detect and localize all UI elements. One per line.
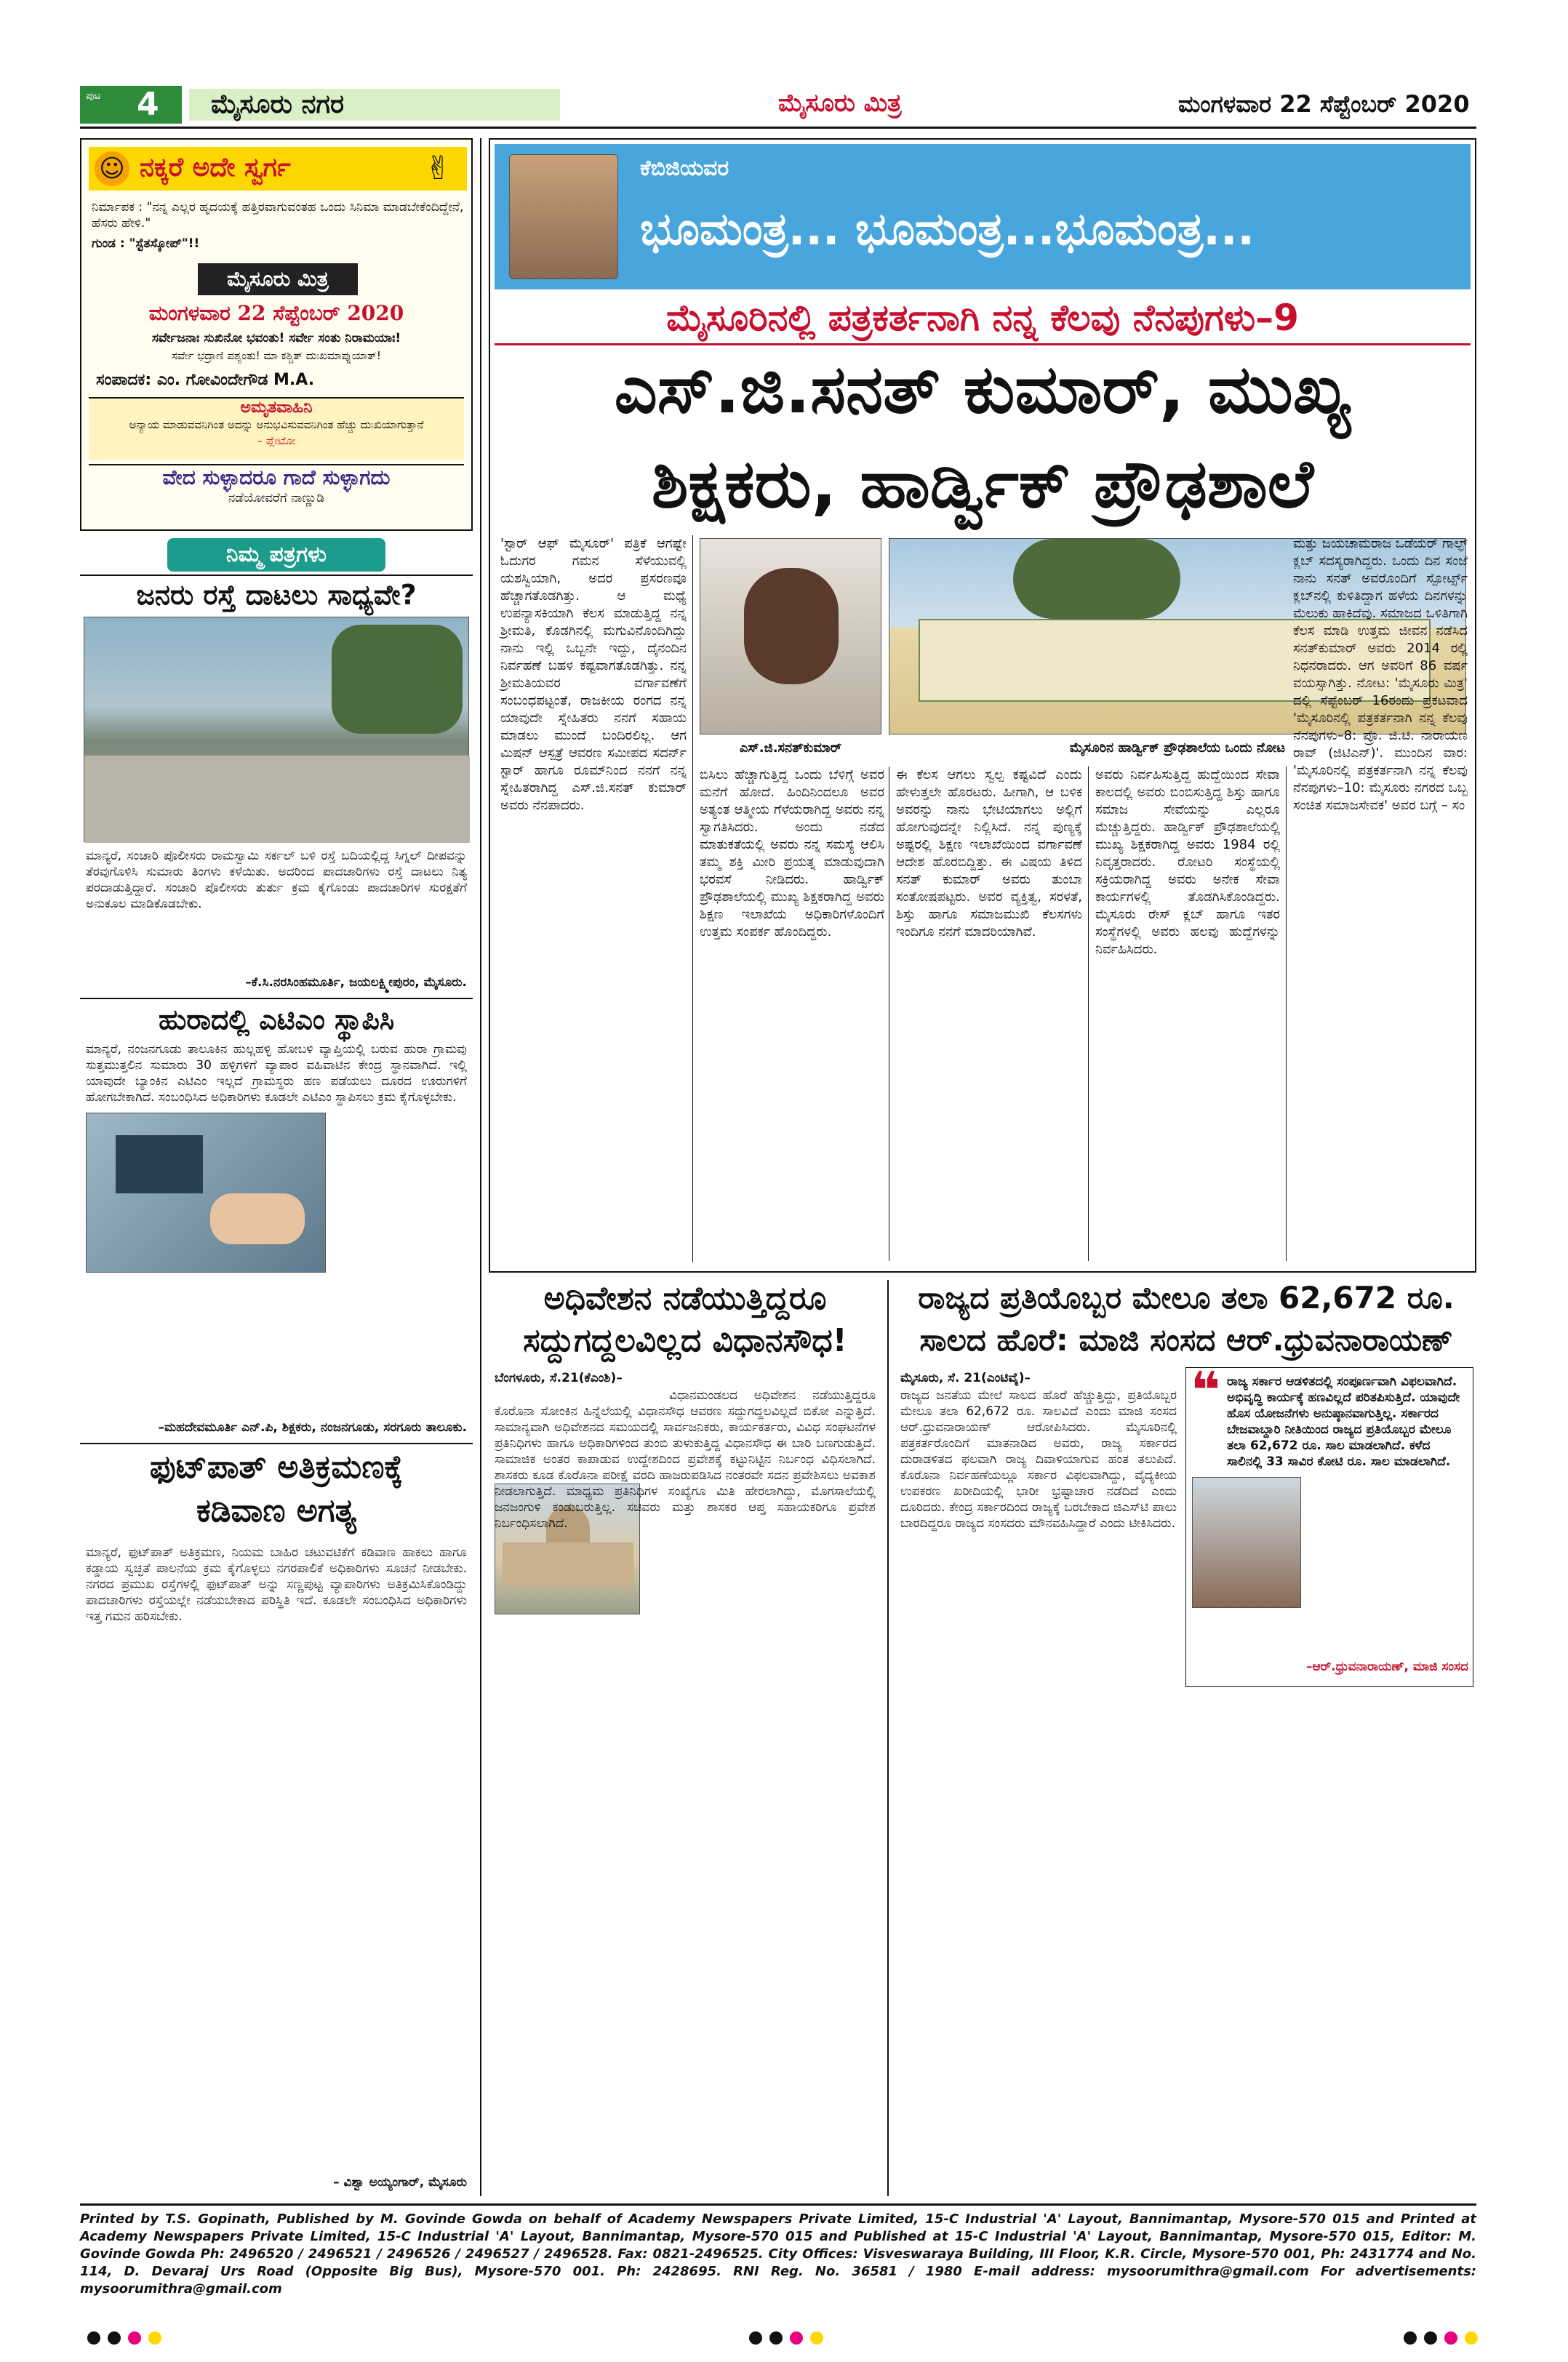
story-2-body: ರಾಜ್ಯದ ಜನತೆಯ ಮೇಲೆ ಸಾಲದ ಹೊರೆ ಹೆಚ್ಚುತ್ತಿದ್ದು, ಪ್ರತಿಯೊಬ್ಬರ ಮೇಲೂ ತಲಾ 62,672 ರೂ. ಸಾಲವಿದೆ ಎಂದು ಮಾಜಿ ಸಂಸದ ಆರ್.ಧ್ರುವನಾರಾಯಣ್ ಆರೋಪಿಸಿದರು. ಮೈಸೂರಿನಲ್ಲಿ ಪತ್ರಕರ್ತರೊಂದಿಗೆ ಮಾತನಾಡಿದ ಅವರು, ರಾಜ್ಯ ಸರ್ಕಾರದ ದುರಾಡಳಿತದ ಫಲವಾಗಿ ರಾಜ್ಯ ದಿವಾಳಿಯಾಗುವ ಹಂತ ತಲುಪಿದೆ. ಕೊರೊನಾ ನಿರ್ವಹಣೆಯಲ್ಲೂ ಸರ್ಕಾರ ವಿಫಲವಾಗಿದ್ದು, ವೈದ್ಯಕೀಯ ಉಪಕರಣ ಖರೀದಿಯಲ್ಲಿ ಭಾರೀ ಭ್ರಷ್ಟಾಚಾರ ನಡೆದಿದೆ ಎಂದು ದೂರಿದರು. ಕೇಂದ್ರ ಸರ್ಕಾರದಿಂದ ರಾಜ್ಯಕ್ಕೆ ಬರಬೇಕಾದ ಜಿಎಸ್‌ಟಿ ಪಾಲು ಬಾರದಿದ್ದರೂ ರಾಜ್ಯದ ಸಂಸದರು ಮೌನವಹಿಸಿದ್ದಾರೆ ಎಂದು ಟೀಕಿಸಿದರು. (900, 1388, 1177, 1531)
feature-col-rule-1 (692, 535, 693, 1262)
column-banner (495, 144, 1471, 289)
photo-trees (332, 625, 463, 734)
soudha-body (503, 1542, 633, 1586)
photo-caption-1: ಎಸ್.ಜಿ.ಸನತ್‌ಕುಮಾರ್ (739, 740, 842, 756)
proverb: ವೇದ ಸುಳ್ಳಾದರೂ ಗಾದೆ ಸುಳ್ಳಾಗದು (162, 465, 391, 489)
header-rule (80, 127, 1476, 129)
story-1-headline-2: ಸದ್ದುಗದ್ದಲವಿಲ್ಲದ ವಿಧಾನಸೌಧ! (523, 1322, 847, 1359)
smiley-icon: ☺ (95, 151, 129, 186)
letter-2-atm-photo (86, 1113, 326, 1273)
photo-footpath (84, 756, 470, 843)
joke-title: ನಕ್ಕರೆ ಅದೇ ಸ್ವರ್ಗ (140, 153, 291, 183)
paper-date: ಮಂಗಳವಾರ 22 ಸೆಪ್ಟೆಂಬರ್ 2020 (148, 301, 404, 325)
column-name: ಕೆಬಿಜಿಯವರ (640, 156, 729, 181)
letter-2-sign: –ಮಹದೇವಮೂರ್ತಿ ಎನ್.ಪಿ, ಶಿಕ್ಷಕರು, ನಂಜನಗೂಡು, ಸರಗೂರು ತಾಲೂಕು. (158, 1420, 467, 1435)
amrutavani-text: ಅನ್ಯಾಯ ಮಾಡುವವನಿಗಿಂತ ಅದನ್ನು ಅನುಭವಿಸುವವನಿಗಿಂತ ಹೆಚ್ಚು ದುಃಖಿಯಾಗುತ್ತಾನೆ (129, 418, 424, 431)
letter-1-rule (80, 998, 473, 999)
story-1-body: ವಿಧಾನಮಂಡಲದ ಅಧಿವೇಶನ ನಡೆಯುತ್ತಿದ್ದರೂ ಕೊರೊನಾ ಸೋಂಕಿನ ಹಿನ್ನೆಲೆಯಲ್ಲಿ ವಿಧಾನಸೌಧ ಆವರಣ ಸದ್ದುಗದ್ದಲವಿಲ್ಲದೆ ಬಿಕೋ ಎನ್ನುತ್ತಿದೆ. ಸಾಮಾನ್ಯವಾಗಿ ಅಧಿವೇಶನದ ಸಮಯದಲ್ಲಿ ಸಾರ್ವಜನಿಕರು, ಕಾರ್ಯಕರ್ತರು, ವಿವಿಧ ಸಂಘಟನೆಗಳ ಪ್ರತಿನಿಧಿಗಳು ಹಾಗೂ ಅಧಿಕಾರಿಗಳಿಂದ ತುಂಬಿ ತುಳುಕುತ್ತಿದ್ದ ವಿಧಾನಸೌಧ ಈ ಬಾರಿ ಬಣಗುಡುತ್ತಿದೆ. ಸಾಮಾಜಿಕ ಅಂತರ ಕಾಪಾಡುವ ಉದ್ದೇಶದಿಂದ ಪ್ರವೇಶಕ್ಕೆ ಕಟ್ಟುನಿಟ್ಟಿನ ನಿರ್ಬಂಧ ವಿಧಿಸಲಾಗಿದೆ. ಶಾಸಕರು ಕೂಡ ಕೊರೊನಾ ಪರೀಕ್ಷೆ ವರದಿ ಹಾಜರುಪಡಿಸಿದ ನಂತರವೇ ಸದನ ಪ್ರವೇಶಿಸಲು ಅವಕಾಶ ನೀಡಲಾಗುತ್ತಿದೆ. ಮಾಧ್ಯಮ ಪ್ರತಿನಿಧಿಗಳ ಸಂಖ್ಯೆಗೂ ಮಿತಿ ಹೇರಲಾಗಿದ್ದು, ಮೊಗಸಾಲೆಯಲ್ಲಿ ಜನಜಂಗುಳಿ ಕಂಡುಬರುತ್ತಿಲ್ಲ. ಸಚಿವರು ಮತ್ತು ಶಾಸಕರ ಆಪ್ತ ಸಹಾಯಕರಿಗೂ ಪ್ರವೇಶ ನಿರ್ಬಂಧಿಸಲಾಗಿದೆ. (495, 1388, 876, 1531)
letter-3-body: ಮಾನ್ಯರೆ, ಫುಟ್‌ಪಾತ್ ಅತಿಕ್ರಮಣ, ನಿಯಮ ಬಾಹಿರ ಚಟುವಟಿಕೆಗೆ ಕಡಿವಾಣ ಹಾಕಲು ಹಾಗೂ ಕಡ್ಡಾಯ ಸ್ವಚ್ಛತೆ ಪಾಲನೆಯ ಕ್ರಮ ಕೈಗೊಳ್ಳಲು ನಗರಪಾಲಿಕೆ ಅಧಿಕಾರಿಗಳು ಸೂಚನೆ ನೀಡಬೇಕು. ನಗರದ ಪ್ರಮುಖ ರಸ್ತೆಗಳಲ್ಲಿ ಫುಟ್‌ಪಾತ್ ಅನ್ನು ಸಣ್ಣಪುಟ್ಟ ವ್ಯಾಪಾರಿಗಳು ಅತಿಕ್ರಮಿಸಿಕೊಂಡಿದ್ದು ಪಾದಚಾರಿಗಳು ರಸ್ತೆಯಲ್ಲೇ ನಡೆಯಬೇಕಾದ ಪರಿಸ್ಥಿತಿ ಇದೆ. ಕೂಡಲೇ ಸಂಬಂಧಿಸಿದ ಅಧಿಕಾರಿಗಳು ಇತ್ತ ಗಮನ ಹರಿಸಬೇಕು. (86, 1545, 467, 1624)
reg-dot (790, 2331, 803, 2345)
quote-sign: –ಆರ್.ಧ್ರುವನಾರಾಯಣ್, ಮಾಜಿ ಸಂಸದ (1305, 1660, 1468, 1674)
reg-dot (87, 2331, 100, 2345)
editor-line: ಸಂಪಾದಕ: ಎಂ. ಗೋವಿಂದೇಗೌಡ M.A. (96, 371, 315, 389)
reg-dot (749, 2331, 762, 2345)
feature-col-rule-4 (1286, 766, 1287, 1261)
amrutavani-title: ಅಮೃತವಾಹಿನಿ (240, 399, 313, 417)
amrutavani-box (89, 397, 464, 460)
column-divider (480, 138, 481, 2196)
letter-1-title: ಜನರು ರಸ್ತೆ ದಾಟಲು ಸಾಧ್ಯವೇ? (136, 579, 417, 611)
columnist-photo (509, 154, 618, 279)
debt-story (896, 1280, 1476, 2196)
letter-3-title-1: ಫುಟ್‌ಪಾತ್ ಅತಿಕ್ರಮಣಕ್ಕೆ (149, 1449, 404, 1486)
reg-dot (810, 2331, 823, 2345)
joke-box (80, 138, 473, 531)
atm-screen (116, 1135, 203, 1193)
cartoon-icon: ✌ (425, 150, 452, 187)
assembly-story (489, 1280, 881, 2196)
story-divider (887, 1280, 889, 2196)
joke-line-2: ಗುಂಡ : "ಸ್ಟೆತಸ್ಕೋಪ್"!! (92, 236, 200, 251)
photo-caption-2: ಮೈಸೂರಿನ ಹಾರ್ಡ್ವಿಕ್ ಪ್ರೌಢಶಾಲೆಯ ಒಂದು ನೋಟ (1069, 740, 1286, 756)
amrutavani-author: – ಪ್ಲೇಟೋ (257, 434, 296, 447)
feature-article (489, 138, 1476, 1273)
letter-2-body: ಮಾನ್ಯರೆ, ನಂಜನಗೂಡು ತಾಲೂಕಿನ ಹುಲ್ಲಹಳ್ಳಿ ಹೋಬಳಿ ವ್ಯಾಪ್ತಿಯಲ್ಲಿ ಬರುವ ಹುರಾ ಗ್ರಾಮವು ಸುತ್ತಮುತ್ತಲಿನ ಸುಮಾರು 30 ಹಳ್ಳಿಗಳಿಗೆ ವ್ಯಾಪಾರ ವಹಿವಾಟಿನ ಕೇಂದ್ರ ಸ್ಥಾನವಾಗಿದೆ. ಇಲ್ಲಿ ಯಾವುದೇ ಬ್ಯಾಂಕಿನ ಎಟಿಎಂ ಇಲ್ಲದೆ ಗ್ರಾಮಸ್ಥರು ಹಣ ಪಡೆಯಲು ದೂರದ ಊರುಗಳಿಗೆ ಹೋಗಬೇಕಾಗಿದೆ. ಸಂಬಂಧಿಸಿದ ಅಧಿಕಾರಿಗಳು ಕೂಡಲೇ ಎಟಿಎಂ ಸ್ಥಾಪಿಸಲು ಕ್ರಮ ಕೈಗೊಳ್ಳಬೇಕು. (86, 1042, 467, 1105)
kicker-text: ಮೈಸೂರಿನಲ್ಲಿ ಪತ್ರಕರ್ತನಾಗಿ ನನ್ನ ಕೆಲವು ನೆನಪುಗಳು–9 (666, 297, 1299, 339)
feature-col-2: ಬಿಸಿಲು ಹೆಚ್ಚಾಗುತ್ತಿದ್ದ ಒಂದು ಬೆಳಿಗ್ಗೆ ಅವರ ಮನೆಗೆ ಹೋದೆ. ಹಿಂದಿನಿಂದಲೂ ಅವರ ಅತ್ಯಂತ ಆತ್ಮೀಯ ಗೆಳೆಯರಾಗಿದ್ದ ಅವರು ನನ್ನ ಸ್ವಾಗತಿಸಿದರು. ಅಂದು ನಡೆದ ಮಾತುಕತೆಯಲ್ಲಿ ಅವರು ನನ್ನ ಸಮಸ್ಯೆ ಆಲಿಸಿ ತಮ್ಮ ಶಕ್ತಿ ಮೀರಿ ಪ್ರಯತ್ನ ಮಾಡುವುದಾಗಿ ಭರವಸೆ ನೀಡಿದರು. ಹಾರ್ಡ್ವಿಕ್ ಪ್ರೌಢಶಾಲೆಯಲ್ಲಿ ಮುಖ್ಯ ಶಿಕ್ಷಕರಾಗಿದ್ದ ಅವರು ಶಿಕ್ಷಣ ಇಲಾಖೆಯ ಅಧಿಕಾರಿಗಳೊಂದಿಗೆ ಉತ್ತಮ ಸಂಪರ್ಕ ಹೊಂದಿದ್ದರು. (700, 767, 884, 940)
footer-rule (80, 2203, 1476, 2206)
reg-dot (769, 2331, 783, 2345)
story-2-dateline: ಮೈಸೂರು, ಸೆ. 21(ಎಂಟಿವೈ)– (900, 1371, 1031, 1385)
page-label: ಪುಟ (86, 90, 101, 102)
feature-headline-2: ಶಿಕ್ಷಕರು, ಹಾರ್ಡ್ವಿಕ್ ಪ್ರೌಢಶಾಲೆ (651, 445, 1314, 523)
page-number-badge (80, 86, 182, 124)
letters-rule (80, 575, 473, 576)
proverb-sub: ನಡೆಯೋವರೆಗೆ ನಾಣ್ಣುಡಿ (228, 491, 325, 505)
masthead-small: ಮೈಸೂರು ಮಿತ್ರ (778, 89, 902, 118)
quote-box (1185, 1361, 1473, 1687)
reg-dot (1444, 2331, 1457, 2345)
feature-col-5: ಮತ್ತು ಜಯಚಾಮರಾಜ ಒಡೆಯರ್ ಗಾಲ್ಫ್ ಕ್ಲಬ್ ಸದಸ್ಯರಾಗಿದ್ದರು. ಒಂದು ದಿನ ಸಂಜೆ ನಾನು ಸನತ್ ಅವರೊಂದಿಗೆ ಸ್ಪೋರ್ಟ್ಸ್ ಕ್ಲಬ್‌ನಲ್ಲಿ ಕುಳಿತಿದ್ದಾಗ ಹಳೆಯ ದಿನಗಳನ್ನು ಮೆಲುಕು ಹಾಕಿದೆವು. ಸಮಾಜದ ಒಳಿತಿಗಾಗಿ ಕೆಲಸ ಮಾಡಿ ಉತ್ತಮ ಜೀವನ ನಡೆಸಿದ ಸನತ್‌ಕುಮಾರ್ ಅವರು 2014 ರಲ್ಲಿ ನಿಧನರಾದರು. ಆಗ ಅವರಿಗೆ 86 ವರ್ಷ ವಯಸ್ಸಾಗಿತ್ತು. ನೋಟ: 'ಮೈಸೂರು ಮಿತ್ರ' ದಲ್ಲಿ ಸೆಪ್ಟೆಂಬರ್ 16ರಂದು ಪ್ರಕಟವಾದ 'ಮೈಸೂರಿನಲ್ಲಿ ಪತ್ರಕರ್ತನಾಗಿ ನನ್ನ ಕೆಲವು ನೆನಪುಗಳು–8: ಪ್ರೊ. ಜಿ.ಟಿ. ನಾರಾಯಣ ರಾವ್ (ಜಿಟಿಎನ್)'. ಮುಂದಿನ ವಾರ: 'ಮೈಸೂರಿನಲ್ಲಿ ಪತ್ರಕರ್ತನಾಗಿ ನನ್ನ ಕೆಲವು ನೆನಪುಗಳು–10: ಮೈಸೂರು ನಗರದ ಒಬ್ಬ ಸಂಚಿತ ಸಮಾಜಸೇವಕ' ಅವರ ಬಗ್ಗೆ – ಸಂ (1293, 536, 1468, 813)
feature-col-3: ಈ ಕೆಲಸ ಆಗಲು ಸ್ವಲ್ಪ ಕಷ್ಟವಿದೆ ಎಂದು ಹೇಳುತ್ತಲೇ ಹೊರಟರು. ಹೀಗಾಗಿ, ಆ ಬಳಿಕ ಅವರನ್ನು ನಾನು ಭೇಟಿಯಾಗಲು ಅಲ್ಲಿಗೆ ಹೋಗುವುದನ್ನೇ ನಿಲ್ಲಿಸಿದೆ. ನನ್ನ ಪುಣ್ಯಕ್ಕೆ ಅಷ್ಟರಲ್ಲಿ ಶಿಕ್ಷಣ ಇಲಾಖೆಯಿಂದ ವರ್ಗಾವಣೆ ಆದೇಶ ಹೊರಬಿದ್ದಿತ್ತು. ಈ ವಿಷಯ ತಿಳಿದ ಸನತ್ ಕುಮಾರ್ ಅವರು ತುಂಬಾ ಸಂತೋಷಪಟ್ಟರು. ಅವರ ವ್ಯಕ್ತಿತ್ವ, ಸರಳತೆ, ಶಿಸ್ತು ಹಾಗೂ ಸಮಾಜಮುಖಿ ಕೆಲಸಗಳು ಇಂದಿಗೂ ನನಗೆ ಮಾದರಿಯಾಗಿವೆ. (896, 767, 1082, 940)
portrait-face (744, 568, 839, 684)
feature-col-rule-3 (1088, 766, 1089, 1261)
feature-col-4: ಅವರು ನಿರ್ವಹಿಸುತ್ತಿದ್ದ ಹುದ್ದೆಯಿಂದ ಸೇವಾ ಕಾಲದಲ್ಲಿ ಅವರು ಬಿಂಬಿಸುತ್ತಿದ್ದ ಶಿಸ್ತು ಹಾಗೂ ಸಮಾಜ ಸೇವೆಯನ್ನು ಎಲ್ಲರೂ ಮೆಚ್ಚುತ್ತಿದ್ದರು. ಹಾರ್ಡ್ವಿಕ್ ಪ್ರೌಢಶಾಲೆಯಲ್ಲಿ ಮುಖ್ಯ ಶಿಕ್ಷಕರಾಗಿದ್ದ ಅವರು 1984 ರಲ್ಲಿ ನಿವೃತ್ತರಾದರು. ರೋಟರಿ ಸಂಸ್ಥೆಯಲ್ಲಿ ಸಕ್ರಿಯರಾಗಿದ್ದ ಅವರು ಅನೇಕ ಸೇವಾ ಕಾರ್ಯಗಳಲ್ಲಿ ತೊಡಗಿಸಿಕೊಂಡಿದ್ದರು. ಮೈಸೂರು ರೇಸ್ ಕ್ಲಬ್ ಹಾಗೂ ಇತರ ಸಂಸ್ಥೆಗಳಲ್ಲಿ ಅವರು ಹಲವು ಹುದ್ದೆಗಳನ್ನು ನಿರ್ವಹಿಸಿದರು. (1095, 767, 1280, 957)
story-1-dateline: ಬೆಂಗಳೂರು, ಸೆ.21(ಕೆಎಂಶಿ)– (495, 1371, 623, 1385)
feature-headline-1: ಎಸ್.ಜಿ.ಸನತ್ ಕುಮಾರ್, ಮುಖ್ಯ (614, 351, 1351, 428)
reg-dot (128, 2331, 141, 2345)
reg-dot (148, 2331, 161, 2345)
letter-2-rule (80, 1443, 473, 1444)
feature-kicker (495, 295, 1471, 345)
reg-dot (1424, 2331, 1437, 2345)
page-number: 4 (137, 86, 159, 123)
letter-1-sign: –ಕೆ.ಸಿ.ನರಸಿಂಹಮೂರ್ತಿ, ಜಯಲಕ್ಷ್ಮೀಪುರಂ, ಮೈಸೂರು. (245, 975, 467, 990)
reg-dot (1465, 2331, 1478, 2345)
letter-3-sign: – ವಿಶ್ವಾ ಅಯ್ಯಂಗಾರ್, ಮೈಸೂರು (333, 2175, 467, 2190)
story-2-headline-2: ಸಾಲದ ಹೊರೆ: ಮಾಜಿ ಸಂಸದ ಆರ್.ಧ್ರುವನಾರಾಯಣ್ (919, 1322, 1453, 1358)
story-2-headline-1: ರಾಜ್ಯದ ಪ್ರತಿಯೊಬ್ಬರ ಮೇಲೂ ತಲಾ 62,672 ರೂ. (918, 1280, 1455, 1316)
footer-imprint: Printed by T.S. Gopinath, Published by M. Govinde Gowda on behalf of Academy Newspapers Private Limited, 15-C Industrial 'A' Layout, Bannimantap, Mysore-570 015 and Printed at Academy Newspapers Private Limited, 15-C Industrial 'A' Layout, Bannimantap, Mysore-570 015 and Published at 15-C Industrial 'A' Layout, Bannimantap, Mysore-570 015, Editor: M. Govinde Gowda Ph: 2496520 / 2496521 / 2496526 / 2496527 / 2496528. Fax: 0821-2496525. City Offices: Visveswaraya Building, III Floor, K.R. Circle, Mysore-570 001, Ph: 2431774 and No. 114, D. Devaraj Urs Road (Opposite Big Bus), Mysore-570 001. Ph: 2428695. RNI Reg. No. 36581 / 1980 E-mail address: mysoorumithra@gmail.com For advertisements: mysoorumithra@gmail.com (80, 2211, 1476, 2297)
header-date: ಮಂಗಳವಾರ 22 ಸೆಪ್ಟೆಂಬರ್ 2020 (1178, 90, 1470, 118)
paper-name-box (198, 263, 358, 295)
proverb-box (89, 464, 464, 524)
page-header (80, 86, 1476, 124)
reg-dot (1404, 2331, 1417, 2345)
quote-text: ರಾಜ್ಯ ಸರ್ಕಾರ ಆಡಳಿತದಲ್ಲಿ ಸಂಪೂರ್ಣವಾಗಿ ವಿಫಲವಾಗಿದೆ. ಅಭಿವೃದ್ಧಿ ಕಾರ್ಯಕ್ಕೆ ಹಣವಿಲ್ಲದೆ ಪರಿತಪಿಸುತ್ತಿದೆ. ಯಾವುದೇ ಹೊಸ ಯೋಜನೆಗಳು ಅನುಷ್ಠಾನವಾಗುತ್ತಿಲ್ಲ. ಸರ್ಕಾರದ ಬೇಜವಾಬ್ದಾರಿ ನೀತಿಯಿಂದ ರಾಜ್ಯದ ಪ್ರತಿಯೊಬ್ಬರ ಮೇಲೂ ತಲಾ 62,672 ರೂ. ಸಾಲ ಮಾಡಲಾಗಿದೆ. ಕಳೆದ ಸಾಲಿನಲ್ಲಿ 33 ಸಾವಿರ ಕೋಟಿ ರೂ. ಸಾಲ ಮಾಡಲಾಗಿದೆ. (1227, 1374, 1460, 1469)
letters-label-text: ನಿಮ್ಮ ಪತ್ರಗಳು (225, 542, 327, 567)
quote-mark-icon: ❝ (1191, 1361, 1221, 1420)
letters-label (167, 538, 385, 572)
column-title: ಭೂಮಂತ್ರ... ಭೂಮಂತ್ರ...ಭೂಮಂತ್ರ... (640, 202, 1255, 255)
feature-col-1: 'ಸ್ಟಾರ್ ಆಫ್ ಮೈಸೂರ್' ಪತ್ರಿಕೆ ಆಗಷ್ಟೇ ಓದುಗರ ಗಮನ ಸೆಳೆಯುವಲ್ಲಿ ಯಶಸ್ವಿಯಾಗಿ, ಅದರ ಪ್ರಸರಣವೂ ಹೆಚ್ಚಾಗತೊಡಗಿತ್ತು. ಆ ಮಧ್ಯೆ ಉಪನ್ಯಾಸಕಿಯಾಗಿ ಕೆಲಸ ಮಾಡುತ್ತಿದ್ದ ನನ್ನ ಶ್ರೀಮತಿ, ಕೊಡಗಿನಲ್ಲಿ ಮಗುವಿನೊಂದಿಗಿದ್ದು ನಾನು ಇಲ್ಲಿ ಒಬ್ಬನೇ ಇದ್ದು, ದೈನಂದಿನ ನಿರ್ವಹಣೆ ಬಹಳ ಕಷ್ಟವಾಗತೊಡಗಿತ್ತು. ನನ್ನ ಶ್ರೀಮತಿಯವರ ವರ್ಗಾವಣೆಗೆ ಸಂಬಂಧಪಟ್ಟಂತೆ, ರಾಜಕೀಯ ರಂಗದ ನನ್ನ ಯಾವುದೇ ಸ್ನೇಹಿತರು ನನಗೆ ಸಹಾಯ ಮಾಡಲು ಮುಂದೆ ಬಂದಿರಲಿಲ್ಲ. ಆಗ ಮಿಷನ್ ಆಸ್ಪತ್ರೆ ಆವರಣ ಸಮೀಪದ ಸದರ್ನ್ ಸ್ಟಾರ್ ಹಾಗೂ ರೂಮ್‌ನಿಂದ ನನಗೆ ನನ್ನ ಸ್ನೇಹಿತರಾಗಿದ್ದ ಎಸ್.ಜಿ.ಸನತ್ ಕುಮಾರ್ ಅವರು ನೆನಪಾದರು. (500, 536, 687, 813)
letter-1-photo (84, 617, 469, 842)
motto-2: ಸರ್ವೇ ಭದ್ರಾಣಿ ಪಶ್ಯಂತು! ಮಾ ಕಶ್ಚಿತ್ ದುಃಖಮಾಪ್ನುಯಾತ್! (172, 349, 381, 362)
atm-hand (210, 1193, 305, 1244)
section-title: ಮೈಸೂರು ನಗರ (189, 89, 560, 121)
letter-3-title-2: ಕಡಿವಾಣ ಅಗತ್ಯ (196, 1492, 356, 1529)
story-1-headline-1: ಅಧಿವೇಶನ ನಡೆಯುತ್ತಿದ್ದರೂ (543, 1280, 827, 1317)
letter-1-body: ಮಾನ್ಯರೆ, ಸಂಚಾರಿ ಪೊಲೀಸರು ರಾಮಸ್ವಾಮಿ ಸರ್ಕಲ್ ಬಳಿ ರಸ್ತೆ ಬದಿಯಲ್ಲಿದ್ದ ಸಿಗ್ನಲ್ ದೀಪವನ್ನು ತೆರವುಗೊಳಿಸಿ ಸುಮಾರು ತಿಂಗಳು ಕಳೆಯಿತು. ಅದರಿಂದ ಪಾದಚಾರಿಗಳು ರಸ್ತೆ ದಾಟಲು ನಿತ್ಯ ಪರದಾಡುತ್ತಿದ್ದಾರೆ. ಸಂಚಾರಿ ಪೊಲೀಸರು ತುರ್ತು ಕ್ರಮ ಕೈಗೊಂಡು ಪಾದಚಾರಿಗಳ ಸುರಕ್ಷತೆಗೆ ಅನುಕೂಲ ಮಾಡಿಕೊಡಬೇಕು. (86, 849, 467, 911)
joke-line-1: ನಿರ್ಮಾಪಕ : "ನನ್ನ ಎಲ್ಲರ ಹೃದಯಕ್ಕೆ ಹತ್ತಿರವಾಗುವಂತಹ ಒಂದು ಸಿನಿಮಾ ಮಾಡಬೇಕೆಂದಿದ್ದೇನೆ, ಹೆಸರು ಹೇಳಿ." (92, 200, 464, 231)
joke-banner (89, 147, 467, 191)
letter-2-title: ಹುರಾದಲ್ಲಿ ಎಟಿಎಂ ಸ್ಥಾಪಿಸಿ (158, 1004, 395, 1036)
dhruvanarayan-photo (1192, 1477, 1301, 1608)
reg-dot (108, 2331, 121, 2345)
motto-1: ಸರ್ವೇಜನಾಃ ಸುಖಿನೋ ಭವಂತು! ಸರ್ವೇ ಸಂತು ನಿರಾಮಯಾಃ! (151, 331, 401, 345)
sanath-kumar-photo (700, 538, 881, 734)
paper-name: ಮೈಸೂರು ಮಿತ್ರ (227, 267, 329, 291)
